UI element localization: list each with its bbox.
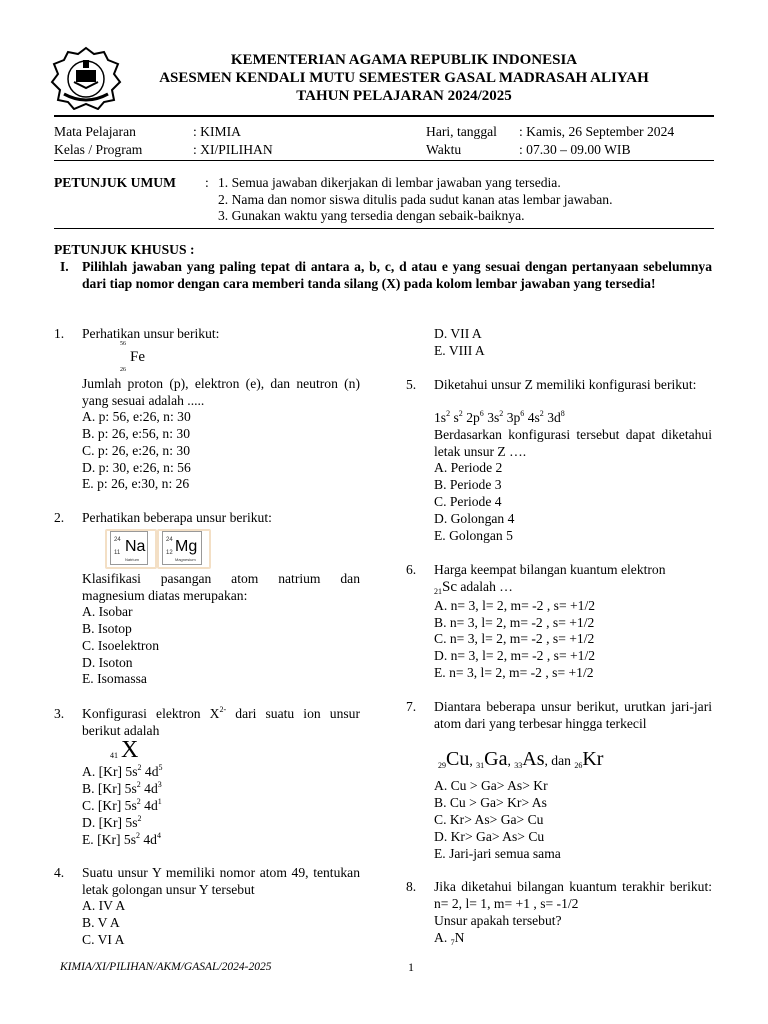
question-text: Klasifikasi pasangan atom natrium dan magnesium diatas merupakan:: [82, 571, 360, 603]
tile-name: Natrium: [125, 557, 140, 562]
answer-option: C. VI A: [82, 932, 125, 947]
answer-option: A. n= 3, l= 2, m= -2 , s= +1/2: [434, 598, 596, 613]
question-text: Harga keempat bilangan kuantum elektron: [434, 562, 666, 577]
electron-configuration: $1s^2$ $s^2$ $2p^6$ $3s^2$ $3p^6$ $4s^2$ $3d^8$: [434, 409, 565, 425]
special-instruction-text: Pilihlah jawaban yang paling tepat di antara a, b, c, d atau e yang sesuai dengan pertanyaan sebelumnya dari tiap nomor dengan cara memberi tanda silang (X) pada kolom lembar jawaban yang tersedia!: [82, 259, 712, 291]
question-text: Jumlah proton (p), elektron (e), dan neutron (n) yang sesuai adalah .....: [82, 376, 360, 408]
special-instructions-label: PETUNJUK KHUSUS :: [54, 242, 195, 257]
answer-option: C. Kr> As> Ga> Cu: [434, 812, 544, 827]
answer-option: C. Isoelektron: [82, 638, 160, 653]
tile-mass: 24: [166, 537, 173, 543]
info-divider: [54, 160, 714, 161]
answer-option: A. Periode 2: [434, 460, 503, 475]
day-value: : Kamis, 26 September 2024: [519, 124, 675, 139]
tile-symbol: Mg: [175, 538, 198, 555]
header-exam-title: ASESMEN KENDALI MUTU SEMESTER GASAL MADRASAH ALIYAH: [159, 70, 649, 86]
periodic-tile-magnesium: [162, 531, 202, 565]
answer-option: A. Cu > Ga> As> Kr: [434, 778, 548, 793]
question-text: Diantara beberapa unsur berikut, urutkan jari-jari atom dari yang terbesar hingga terkecil: [434, 699, 712, 731]
answer-option: A. [Kr] $5s^2$ $4d^5$: [82, 763, 163, 779]
subject-value: : KIMIA: [193, 124, 241, 139]
tile-mass: 24: [114, 537, 121, 543]
tile-symbol: Na: [125, 538, 146, 555]
answer-option: C. n= 3, l= 2, m= -2 , s= +1/2: [434, 631, 595, 646]
question-number: 2.: [54, 510, 65, 525]
general-instructions-label: PETUNJUK UMUM: [54, 175, 176, 190]
question-text: $_{21}$Sc adalah …: [434, 579, 513, 596]
answer-option: C. Periode 4: [434, 494, 502, 509]
header-ministry: KEMENTERIAN AGAMA REPUBLIK INDONESIA: [230, 52, 578, 68]
answer-option: B. p: 26, e:56, n: 30: [82, 426, 190, 441]
answer-option: E. Jari-jari semua sama: [434, 846, 561, 861]
answer-option: E. p: 26, e:30, n: 26: [82, 476, 190, 491]
answer-option: E. Isomassa: [82, 671, 147, 686]
answer-option: E. n= 3, l= 2, m= -2 , s= +1/2: [434, 665, 594, 680]
tile-name: Magnesium: [175, 557, 196, 562]
answer-option: D. Isoton: [82, 655, 133, 670]
answer-option: B. Isotop: [82, 621, 132, 636]
answer-option: E. [Kr] $5s^2$ $4d^4$: [82, 831, 161, 847]
header-divider: [54, 115, 714, 117]
class-label: Kelas / Program: [54, 142, 143, 157]
footer-document-code: KIMIA/XI/PILIHAN/AKM/GASAL/2024-2025: [60, 961, 272, 973]
answer-option: D. p: 30, e:26, n: 56: [82, 460, 191, 475]
section-roman-numeral: I.: [60, 259, 69, 274]
time-value: : 07.30 – 09.00 WIB: [519, 142, 631, 157]
answer-option: C. p: 26, e:26, n: 30: [82, 443, 190, 458]
question-number: 3.: [54, 706, 65, 721]
page-number: 1: [408, 960, 414, 974]
answer-option: A. Isobar: [82, 604, 133, 619]
element-symbol: X: [121, 737, 139, 763]
answer-option: D. Golongan 4: [434, 511, 515, 526]
answer-option: E. Golongan 5: [434, 528, 513, 543]
answer-option: B. V A: [82, 915, 120, 930]
answer-option: B. Periode 3: [434, 477, 502, 492]
element-list: $_{29}$Cu, $_{31}$Ga, $_{33}$As, dan $_{26}$Kr: [438, 748, 604, 770]
subject-label: Mata Pelajaran: [54, 124, 136, 139]
class-value: : XI/PILIHAN: [193, 142, 273, 157]
question-text: Konfigurasi elektron $X^{2-}$ dari suatu ion unsur berikut adalah: [82, 705, 360, 738]
answer-option: D. [Kr] $5s^2$: [82, 814, 142, 830]
answer-option: B. [Kr] $5s^2$ $4d^3$: [82, 780, 162, 796]
general-divider: [54, 228, 714, 229]
general-colon: :: [205, 175, 209, 190]
tile-atomic: 12: [166, 550, 173, 556]
answer-option: E. VIII A: [434, 343, 485, 358]
question-text: Berdasarkan konfigurasi tersebut dapat diketahui letak unsur Z ….: [434, 427, 712, 459]
question-text: Suatu unsur Y memiliki nomor atom 49, tentukan letak golongan unsur Y tersebut: [82, 865, 360, 897]
question-number: 1.: [54, 326, 65, 341]
question-number: 4.: [54, 865, 65, 880]
question-number: 6.: [406, 562, 417, 577]
question-stem: Perhatikan unsur berikut:: [82, 326, 220, 341]
answer-option: B. Cu > Ga> Kr> As: [434, 795, 547, 810]
atomic-number: 26: [120, 367, 126, 373]
question-number: 7.: [406, 699, 417, 714]
header-year: TAHUN PELAJARAN 2024/2025: [296, 88, 512, 104]
question-text: Unsur apakah tersebut?: [434, 913, 562, 928]
periodic-tile-sodium: [110, 531, 148, 565]
question-number: 8.: [406, 879, 417, 894]
general-item: 2. Nama dan nomor siswa ditulis pada sudut kanan atas lembar jawaban.: [218, 192, 613, 207]
element-symbol: Fe: [130, 349, 145, 365]
question-stem: Perhatikan beberapa unsur berikut:: [82, 510, 272, 525]
answer-option: D. VII A: [434, 326, 482, 341]
time-label: Waktu: [426, 142, 462, 157]
answer-option: C. [Kr] $5s^2$ $4d^1$: [82, 797, 162, 813]
answer-option: A. p: 56, e:26, n: 30: [82, 409, 191, 424]
general-item: 3. Gunakan waktu yang tersedia dengan sebaik-baiknya.: [218, 208, 525, 223]
answer-option: A. IV A: [82, 898, 126, 913]
answer-option: D. n= 3, l= 2, m= -2 , s= +1/2: [434, 648, 596, 663]
question-text: Jika diketahui bilangan kuantum terakhir berikut: n= 2, l= 1, m= +1 , s= -1/2: [434, 879, 712, 911]
answer-option: A. $_7$N: [434, 930, 465, 947]
answer-option: B. n= 3, l= 2, m= -2 , s= +1/2: [434, 615, 595, 630]
atomic-number: 41: [110, 751, 118, 760]
general-item: 1. Semua jawaban dikerjakan di lembar jawaban yang tersedia.: [218, 175, 561, 190]
question-text: Diketahui unsur Z memiliki konfigurasi berikut:: [434, 377, 697, 392]
mass-number: 56: [120, 341, 126, 347]
day-label: Hari, tanggal: [426, 124, 497, 139]
question-number: 5.: [406, 377, 417, 392]
answer-option: D. Kr> Ga> As> Cu: [434, 829, 545, 844]
tile-atomic: 11: [114, 550, 121, 556]
